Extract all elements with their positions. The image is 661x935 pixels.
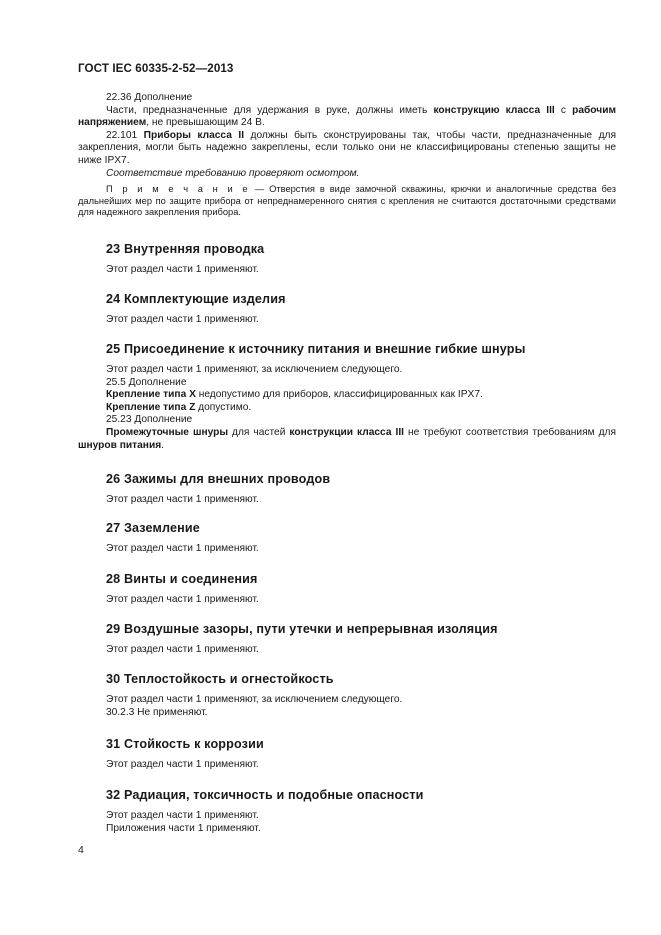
section-24 — [78, 292, 616, 327]
section-27-title: 27 Заземление — [106, 521, 200, 535]
section-30 — [78, 672, 616, 719]
section-23-text: Этот раздел части 1 применяют. — [106, 264, 259, 275]
section-25-text: Этот раздел части 1 применяют, за исключением следующего. — [106, 364, 403, 375]
section-30-text: Этот раздел части 1 применяют, за исключением следующего. — [106, 694, 403, 705]
clause-22-block — [78, 92, 616, 219]
clause-25-5-title: 25.5 Дополнение — [106, 376, 187, 388]
section-25-title: 25 Присоединение к источнику питания и внешние гибкие шнуры — [106, 342, 526, 356]
section-24-text: Этот раздел части 1 применяют. — [106, 314, 259, 325]
section-31-title: 31 Стойкость к коррозии — [106, 737, 264, 751]
section-23-title: 23 Внутренняя проводка — [106, 242, 265, 256]
page-number: 4 — [78, 844, 84, 856]
clause-25-5-x: Крепление типа X недопустимо для приборов, классифицированных как IPX7. — [106, 389, 483, 401]
clause-22-36-title: 22.36 Дополнение — [106, 92, 193, 103]
section-24-title: 24 Комплектующие изделия — [106, 292, 286, 306]
section-28-title: 28 Винты и соединения — [106, 572, 258, 586]
section-32 — [78, 788, 616, 835]
section-29-text: Этот раздел части 1 применяют. — [106, 644, 259, 655]
section-26-title: 26 Зажимы для внешних проводов — [106, 472, 331, 486]
section-25 — [78, 342, 616, 452]
clause-25-23-title: 25.23 Дополнение — [106, 414, 193, 426]
section-29-title: 29 Воздушные зазоры, пути утечки и непрерывная изоляция — [106, 622, 498, 636]
clause-22-36-text: Части, предназначенные для удержания в руке, должны иметь конструкцию класса III с рабочим напряжением, не превышающим 24 В. — [78, 104, 616, 129]
section-23 — [78, 242, 616, 277]
section-32-text: Этот раздел части 1 применяют. — [106, 810, 259, 821]
document-header: ГОСТ IEC 60335-2-52—2013 — [78, 62, 234, 75]
section-27-text: Этот раздел части 1 применяют. — [106, 543, 259, 554]
section-32-title: 32 Радиация, токсичность и подобные опасности — [106, 788, 424, 802]
section-26-text: Этот раздел части 1 применяют. — [106, 494, 259, 505]
clause-25-5-z: Крепление типа Z допустимо. — [106, 401, 252, 413]
section-28 — [78, 572, 616, 607]
clause-30-2-3: 30.2.3 Не применяют. — [106, 706, 208, 718]
section-31-text: Этот раздел части 1 применяют. — [106, 759, 259, 770]
annex-note: Приложения части 1 применяют. — [106, 822, 261, 834]
clause-22-101-text: 22.101 Приборы класса II должны быть сконструированы так, чтобы части, предназначенные для закрепления, могли быть надежно закреплены, если только они не классифицированы степенью защиты не ниже IPX7. — [78, 129, 616, 166]
section-31 — [78, 737, 616, 772]
compliance-check: Соответствие требованию проверяют осмотром. — [106, 167, 360, 179]
section-26 — [78, 472, 616, 507]
section-27 — [78, 521, 616, 556]
section-30-title: 30 Теплостойкость и огнестойкость — [106, 672, 334, 686]
clause-25-23-text: Промежуточные шнуры для частей конструкции класса III не требуют соответствия требованиям для шнуров питания. — [78, 426, 617, 451]
section-29 — [78, 622, 616, 657]
clause-22-note: П р и м е ч а н и е — Отверстия в виде замочной скважины, крючки и аналогичные средства без дальнейших мер по защите прибора от непреднамеренного снятия с крепления не считаются достаточными средствами для надежного закрепления прибора. — [78, 184, 616, 218]
section-28-text: Этот раздел части 1 применяют. — [106, 594, 259, 605]
